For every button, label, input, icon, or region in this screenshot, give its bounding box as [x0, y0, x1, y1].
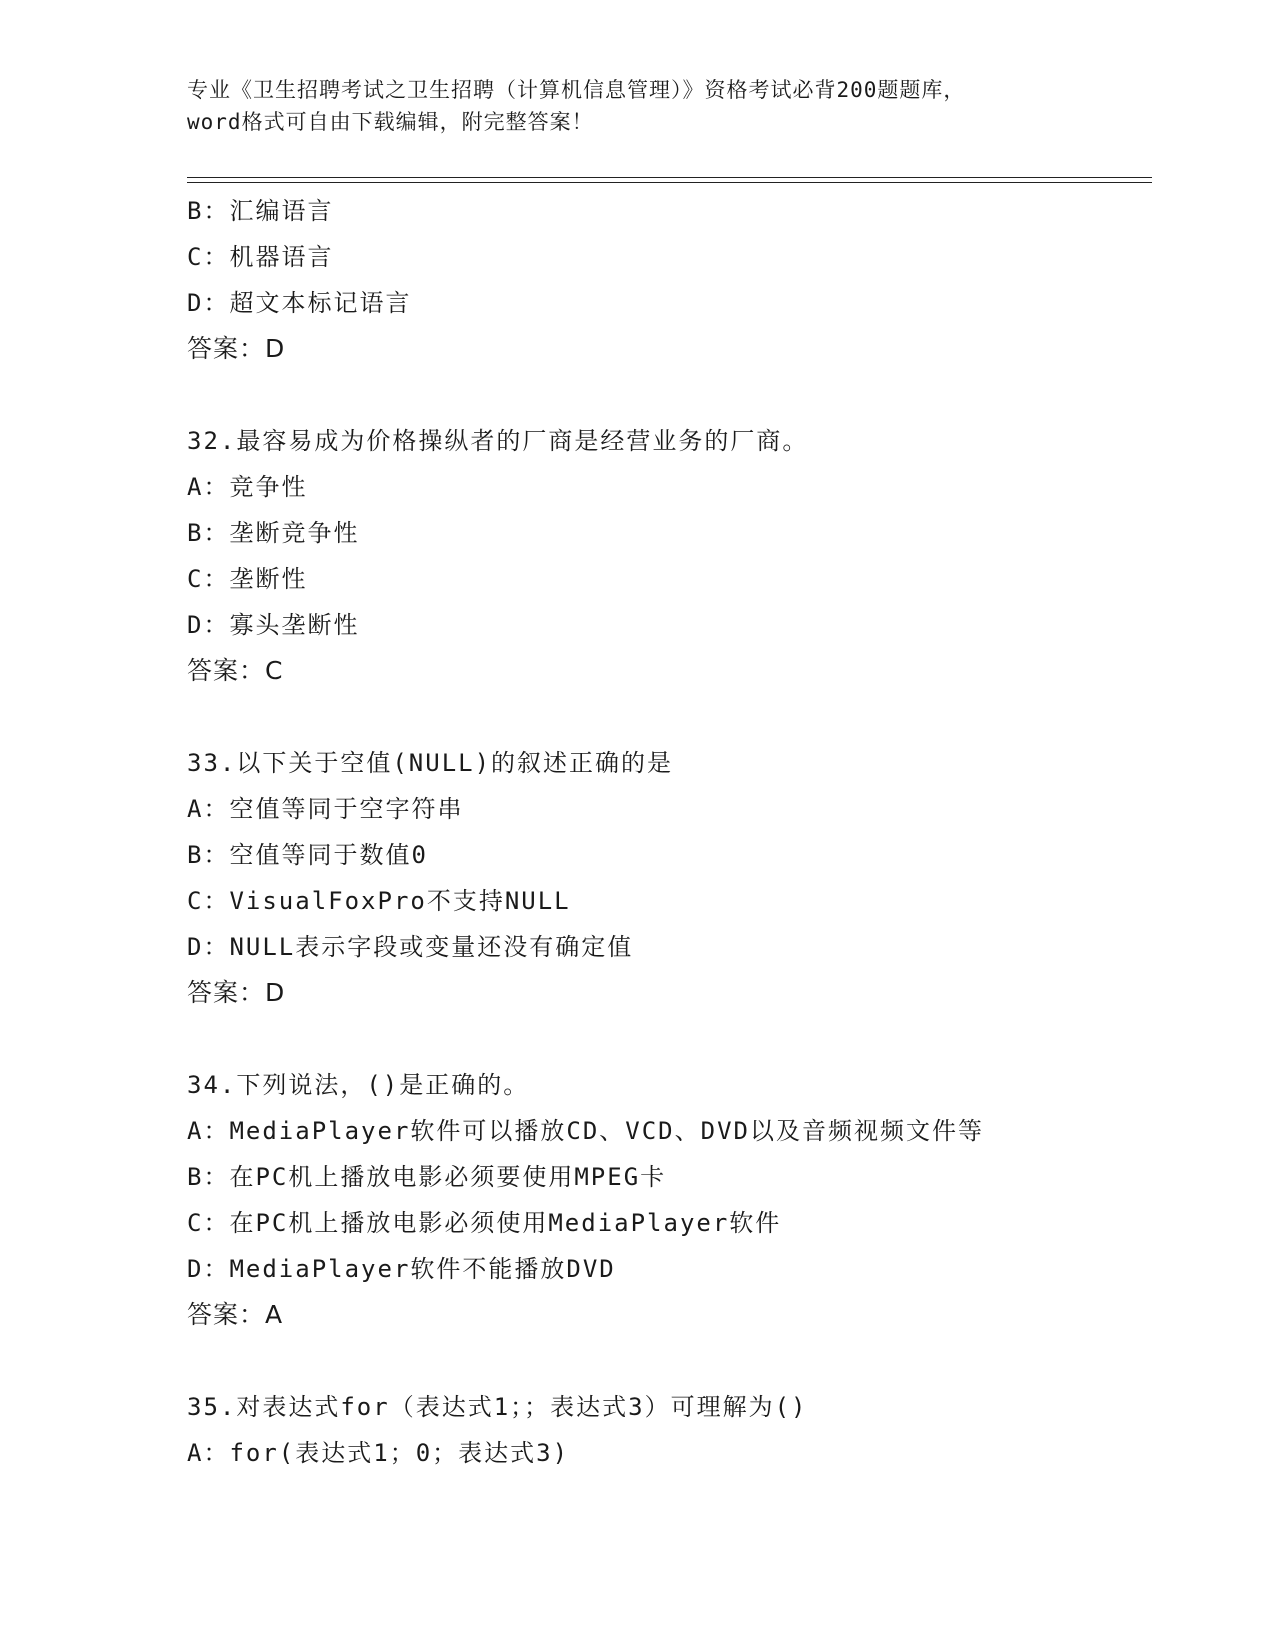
option-d: D：MediaPlayer软件不能播放DVD [187, 1255, 616, 1283]
question-text: 32.最容易成为价格操纵者的厂商是经营业务的厂商。 [187, 427, 809, 455]
question-text: 33.以下关于空值(NULL)的叙述正确的是 [187, 749, 674, 777]
answer: 答案：D [187, 978, 286, 1007]
option-b: B：空值等同于数值0 [187, 841, 428, 869]
option-d: D：超文本标记语言 [187, 289, 412, 317]
question-33 [187, 740, 1147, 1016]
question-34 [187, 1062, 1147, 1338]
answer: 答案：D [187, 334, 286, 363]
question-text: 34.下列说法，()是正确的。 [187, 1071, 530, 1099]
answer: 答案：C [187, 656, 284, 685]
question-35 [187, 1384, 1147, 1476]
option-b: B：汇编语言 [187, 197, 334, 225]
option-a: A：MediaPlayer软件可以播放CD、VCD、DVD以及音频视频文件等 [187, 1117, 984, 1145]
header-line-1: 专业《卫生招聘考试之卫生招聘（计算机信息管理）》资格考试必背200题题库， [187, 78, 966, 102]
header-rule-bottom [187, 182, 1152, 183]
option-a: A：竞争性 [187, 473, 308, 501]
option-d: D：寡头垄断性 [187, 611, 360, 639]
option-c: C：垄断性 [187, 565, 308, 593]
option-c: C：VisualFoxPro不支持NULL [187, 887, 571, 915]
option-a: A：空值等同于空字符串 [187, 795, 464, 823]
header-rule-top [187, 177, 1152, 178]
option-b: B：垄断竞争性 [187, 519, 360, 547]
option-b: B：在PC机上播放电影必须要使用MPEG卡 [187, 1163, 667, 1191]
question-list [187, 188, 1147, 1476]
option-c: C：在PC机上播放电影必须使用MediaPlayer软件 [187, 1209, 782, 1237]
option-c: C：机器语言 [187, 243, 334, 271]
question-32 [187, 418, 1147, 694]
header-line-2: word格式可自由下载编辑，附完整答案！ [187, 110, 594, 134]
option-a: A：for(表达式1；0；表达式3) [187, 1439, 570, 1467]
question-text: 35.对表达式for（表达式1；；表达式3）可理解为() [187, 1393, 808, 1421]
answer: 答案：A [187, 1300, 284, 1329]
option-d: D：NULL表示字段或变量还没有确定值 [187, 933, 634, 961]
question-31-continued [187, 188, 1147, 372]
document-header [187, 74, 1107, 138]
